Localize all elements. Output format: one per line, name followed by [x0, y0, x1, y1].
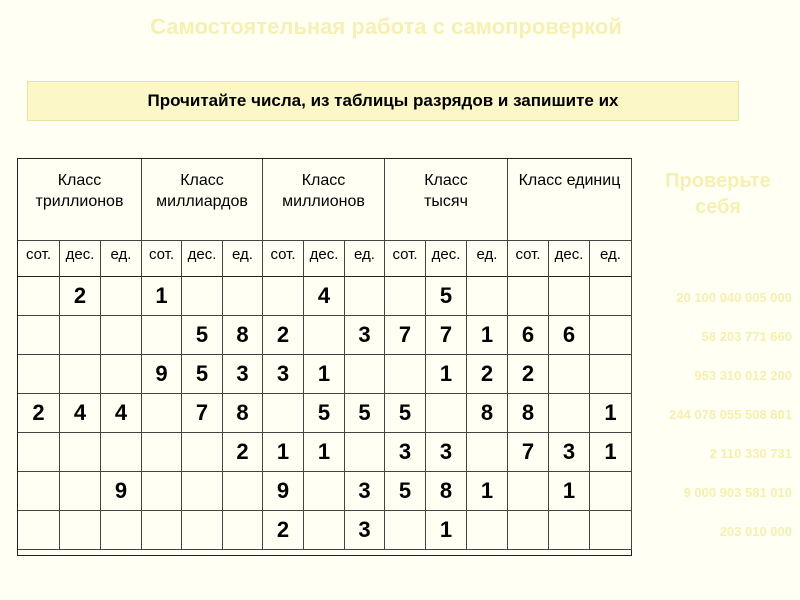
digit-cell: 1 [590, 394, 632, 433]
digit-cell: 7 [508, 433, 549, 472]
class-header: Класс миллиардов [142, 159, 263, 241]
answer-item: 58 203 771 660 [701, 329, 792, 344]
digit-cell: 1 [426, 511, 467, 550]
digit-cell [182, 472, 223, 511]
digit-cell [18, 316, 60, 355]
digit-cell [142, 394, 182, 433]
digit-cell [101, 511, 142, 550]
digit-cell [304, 316, 345, 355]
digit-cell [304, 472, 345, 511]
digit-cell [18, 472, 60, 511]
digit-header: ед. [467, 241, 508, 277]
digit-header: дес. [182, 241, 223, 277]
digit-cell [508, 511, 549, 550]
digit-header: ед. [101, 241, 142, 277]
digit-cell [345, 433, 385, 472]
digit-cell: 9 [142, 355, 182, 394]
answer-item: 20 100 040 005 000 [676, 290, 792, 305]
digit-cell: 7 [182, 394, 223, 433]
digit-cell [18, 433, 60, 472]
class-header: Класс единиц [508, 159, 632, 241]
digit-cell [549, 355, 590, 394]
task-instruction: Прочитайте числа, из таблицы разрядов и запишите их [27, 81, 739, 121]
digit-cell [223, 472, 263, 511]
digit-cell: 3 [426, 433, 467, 472]
digit-cell: 1 [467, 316, 508, 355]
digit-cell: 2 [467, 355, 508, 394]
digit-header: ед. [590, 241, 632, 277]
digit-cell: 1 [142, 277, 182, 316]
digit-header: сот. [385, 241, 426, 277]
digit-cell [18, 277, 60, 316]
digit-cell [182, 511, 223, 550]
digit-cell: 2 [60, 277, 101, 316]
digit-cell: 4 [101, 394, 142, 433]
digit-header: дес. [60, 241, 101, 277]
digit-cell [549, 394, 590, 433]
digit-cell: 1 [590, 433, 632, 472]
digit-cell: 5 [385, 394, 426, 433]
digit-cell [345, 355, 385, 394]
digit-cell: 1 [304, 433, 345, 472]
digit-cell: 7 [426, 316, 467, 355]
answer-item: 203 010 000 [719, 524, 792, 539]
digit-cell [223, 511, 263, 550]
digit-cell: 1 [549, 472, 590, 511]
digit-cell: 5 [304, 394, 345, 433]
digit-cell [345, 277, 385, 316]
digit-cell [142, 511, 182, 550]
digit-cell: 8 [426, 472, 467, 511]
digit-cell [182, 277, 223, 316]
digit-cell [467, 433, 508, 472]
digit-cell [549, 511, 590, 550]
digit-cell: 4 [304, 277, 345, 316]
digit-cell [508, 472, 549, 511]
digit-header: сот. [508, 241, 549, 277]
digit-cell: 3 [385, 433, 426, 472]
digit-cell: 5 [426, 277, 467, 316]
digit-cell [18, 355, 60, 394]
digit-cell: 5 [345, 394, 385, 433]
digit-cell [263, 394, 304, 433]
digit-header: дес. [549, 241, 590, 277]
class-header: Класс тысяч [385, 159, 508, 241]
digit-cell: 8 [223, 394, 263, 433]
digit-cell: 2 [223, 433, 263, 472]
answer-item: 9 000 903 581 010 [683, 485, 792, 500]
digit-header: сот. [263, 241, 304, 277]
digit-cell: 8 [223, 316, 263, 355]
digit-header: ед. [345, 241, 385, 277]
digit-cell [385, 277, 426, 316]
digit-cell [60, 355, 101, 394]
digit-cell [60, 511, 101, 550]
digit-cell: 3 [345, 511, 385, 550]
digit-cell [467, 277, 508, 316]
digit-cell: 1 [426, 355, 467, 394]
digit-header: сот. [142, 241, 182, 277]
digit-cell: 9 [101, 472, 142, 511]
digit-cell: 7 [385, 316, 426, 355]
digit-cell [426, 394, 467, 433]
place-value-table [17, 158, 632, 556]
digit-cell [142, 316, 182, 355]
digit-cell [60, 433, 101, 472]
digit-cell [508, 277, 549, 316]
digit-cell: 2 [263, 316, 304, 355]
digit-header: дес. [304, 241, 345, 277]
answer-item: 953 310 012 200 [694, 368, 792, 383]
digit-cell: 3 [345, 472, 385, 511]
digit-cell: 3 [263, 355, 304, 394]
page-title: Самостоятельная работа с самопроверкой [150, 14, 622, 39]
digit-cell [101, 433, 142, 472]
digit-header: сот. [18, 241, 60, 277]
digit-cell: 4 [60, 394, 101, 433]
answer-item: 2 110 330 731 [709, 446, 792, 461]
digit-cell [60, 472, 101, 511]
digit-cell [223, 277, 263, 316]
digit-cell [182, 433, 223, 472]
digit-cell [467, 511, 508, 550]
digit-header: дес. [426, 241, 467, 277]
digit-header: ед. [223, 241, 263, 277]
digit-cell [385, 511, 426, 550]
digit-cell [549, 277, 590, 316]
check-yourself-title: Проверьте себя [665, 170, 771, 218]
digit-cell: 1 [304, 355, 345, 394]
digit-cell: 3 [223, 355, 263, 394]
digit-cell: 5 [385, 472, 426, 511]
digit-cell [101, 355, 142, 394]
digit-cell [101, 277, 142, 316]
digit-cell: 3 [549, 433, 590, 472]
answer-item: 244 078 055 508 801 [669, 407, 792, 422]
digit-cell: 6 [508, 316, 549, 355]
digit-cell [18, 511, 60, 550]
class-header: Класс триллионов [18, 159, 142, 241]
class-header: Класс миллионов [263, 159, 385, 241]
digit-cell [60, 316, 101, 355]
digit-cell [142, 472, 182, 511]
digit-cell: 5 [182, 316, 223, 355]
digit-cell: 5 [182, 355, 223, 394]
digit-cell: 8 [467, 394, 508, 433]
digit-cell: 2 [508, 355, 549, 394]
digit-cell [263, 277, 304, 316]
digit-cell [101, 316, 142, 355]
digit-cell: 6 [549, 316, 590, 355]
digit-cell: 3 [345, 316, 385, 355]
digit-cell: 9 [263, 472, 304, 511]
digit-cell: 1 [467, 472, 508, 511]
digit-cell [304, 511, 345, 550]
digit-cell [385, 355, 426, 394]
digit-cell: 8 [508, 394, 549, 433]
digit-cell: 1 [263, 433, 304, 472]
digit-cell: 2 [263, 511, 304, 550]
digit-cell: 2 [18, 394, 60, 433]
digit-cell [142, 433, 182, 472]
